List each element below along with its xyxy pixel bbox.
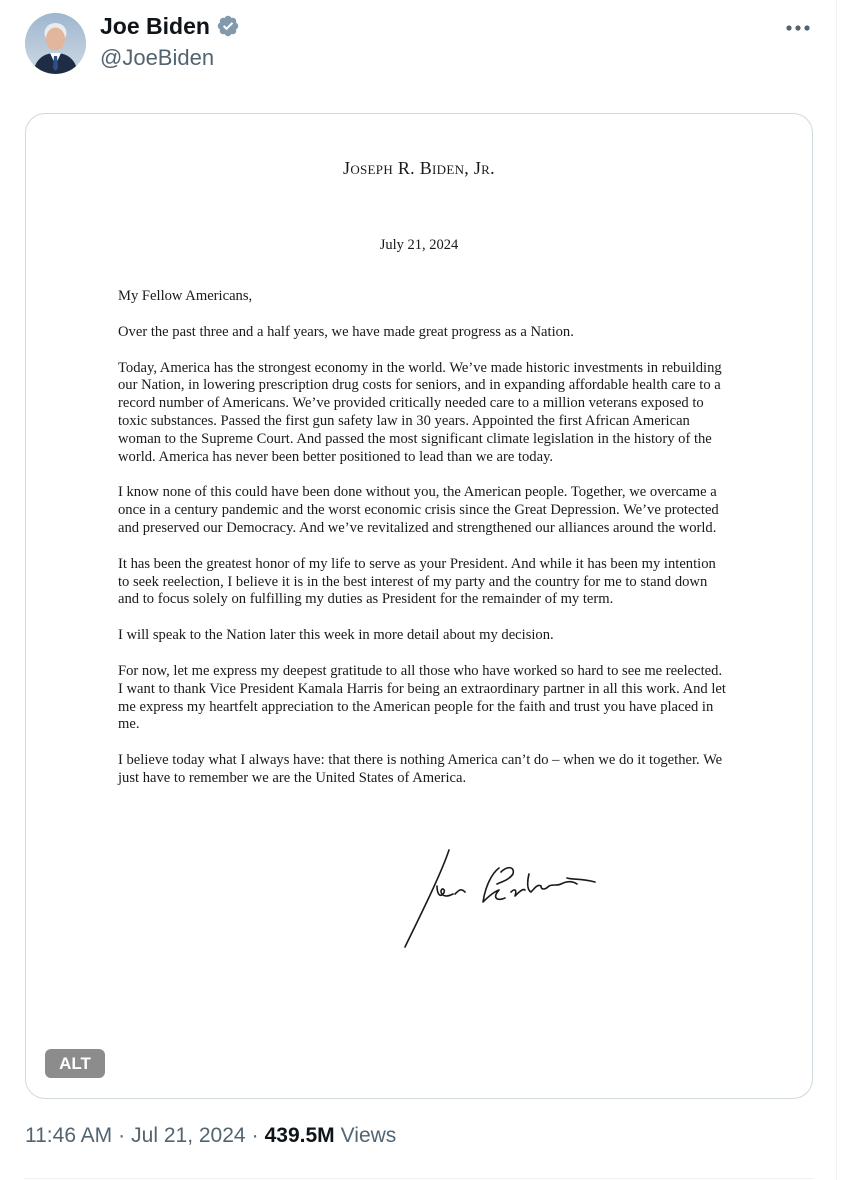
author-handle[interactable]: @JoeBiden [100,45,215,70]
more-horizontal-icon [785,19,811,37]
letter-paragraph: For now, let me express my deepest gratitude to all those who have worked so hard to see me reelected. I want to thank Vice President Kamala Harris for being an extraordinary partner in all this work. And let me express my heartfelt appreciation to the American people for the faith and trust you have placed in me. [118,662,726,733]
author-display-name[interactable]: Joe Biden [100,13,210,39]
views-count[interactable]: 439.5M [264,1124,335,1147]
views-label[interactable]: Views [340,1124,397,1147]
letter-paragraph: It has been the greatest honor of my life to serve as your President. And while it has been my intention to seek reelection, I believe it is in the best interest of my party and the country for me to stand down and to focus solely on fulfilling my duties as President for the remainder of my term. [118,555,716,608]
post-media-card[interactable] [25,113,813,1099]
letter-paragraph: I know none of this could have been done without you, the American people. Together, we overcame a once in a century pandemic and the worst economic crisis since the Great Depression. We’ve protected and preserved our Democracy. And we’ve revitalized and strengthened our alliances around the world. [118,484,719,536]
avatar[interactable] [25,13,86,74]
letter-salutation: My Fellow Americans, [118,288,253,304]
letter-image [26,114,812,1098]
handwritten-signature [381,844,611,954]
letterhead: Joseph R. Biden, Jr. [343,158,495,178]
letter-body [118,288,728,806]
letter-paragraph: Today, America has the strongest economy in the world. We’ve made historic investments in rebuilding our Nation, in lowering prescription drug costs for seniors, and in expanding affordable health care to a record number of Americans. We’ve provided critically needed care to a million veterans exposed to toxic substances. Passed the first gun safety law in 30 years. Appointed the first African American woman to the Supreme Court. And passed the most significant climate legislation in the history of the world. America has never been better positioned to lead than we are today. [118,359,722,465]
post-timestamp-time[interactable]: 11:46 AM [25,1124,113,1147]
letter-paragraph: I believe today what I always have: that there is nothing America can’t do – when we do it together. We just have to remember we are the United States of America. [118,752,723,786]
column-divider [836,0,837,1180]
letter-paragraph: I will speak to the Nation later this week in more detail about my decision. [118,627,554,644]
meta-separator: · [251,1124,259,1147]
meta-separator: · [118,1124,126,1147]
letter-paragraph: Over the past three and a half years, we have made great progress as a Nation. [118,323,574,340]
alt-text-button[interactable]: ALT [45,1049,105,1078]
verified-badge-icon [216,14,240,38]
bottom-divider [24,1178,814,1179]
more-options-button[interactable] [778,10,818,46]
post-timestamp-date[interactable]: Jul 21, 2024 [131,1124,246,1147]
letter-date: July 21, 2024 [379,237,459,253]
post-meta [25,1124,396,1148]
